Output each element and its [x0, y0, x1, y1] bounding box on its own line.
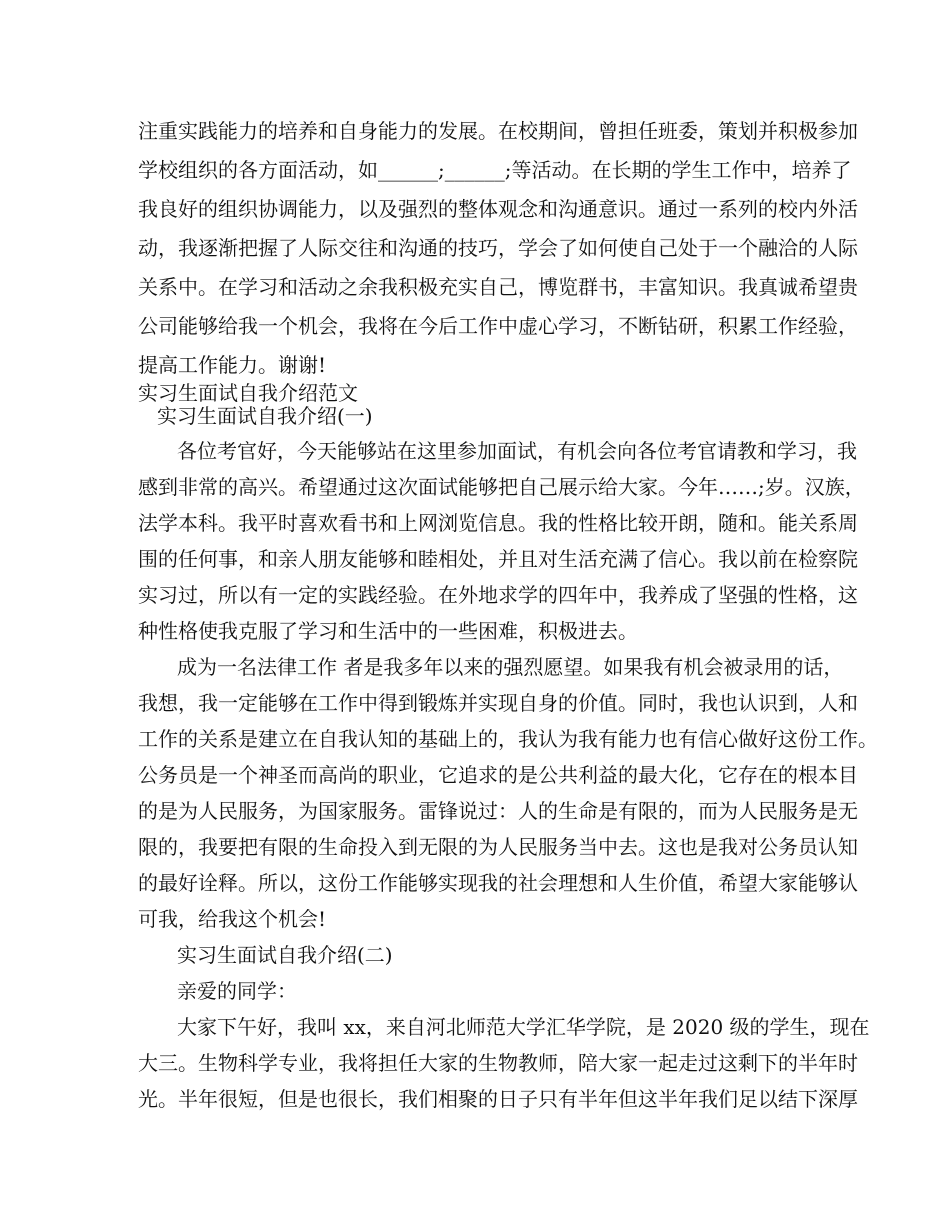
paragraph-line: 我良好的组织协调能力，以及强烈的整体观念和沟通意识。通过一系列的校内外活 [138, 197, 858, 221]
paragraph-line: 的最好诠释。所以，这份工作能够实现我的社会理想和人生价值，希望大家能够认 [138, 871, 858, 895]
paragraph-line: 实习过，所以有一定的实践经验。在外地求学的四年中，我养成了坚强的性格，这 [138, 583, 858, 607]
paragraph-line: 各位考官好，今天能够站在这里参加面试，有机会向各位考官请教和学习，我 [177, 439, 857, 463]
paragraph-line: 公司能够给我一个机会，我将在今后工作中虚心学习，不断钻研，积累工作经验， [138, 314, 858, 338]
paragraph-line: 的是为人民服务，为国家服务。雷锋说过：人的生命是有限的，而为人民服务是无 [138, 799, 858, 823]
paragraph-line: 动，我逐渐把握了人际交往和沟通的技巧，学会了如何使自己处于一个融洽的人际 [138, 236, 858, 260]
paragraph-line: 我想，我一定能够在工作中得到锻炼并实现自身的价值。同时，我也认识到，人和 [138, 691, 858, 715]
subsection-heading: 实习生面试自我介绍(二) [177, 943, 393, 967]
paragraph-line: 公务员是一个神圣而高尚的职业，它追求的是公共利益的最大化，它存在的根本目 [138, 763, 858, 787]
paragraph-line: 法学本科。我平时喜欢看书和上网浏览信息。我的性格比较开朗，随和。能关系周 [138, 511, 858, 535]
paragraph-line: 限的，我要把有限的生命投入到无限的为人民服务当中去。这也是我对公务员认知 [138, 835, 858, 859]
paragraph-line: 感到非常的高兴。希望通过这次面试能够把自己展示给大家。今年……;岁。汉族， [138, 475, 865, 499]
paragraph-line: 光。半年很短，但是也很长，我们相聚的日子只有半年但这半年我们足以结下深厚 [138, 1087, 858, 1111]
paragraph-line: 围的任何事，和亲人朋友能够和睦相处，并且对生活充满了信心。我以前在检察院 [138, 547, 858, 571]
paragraph-line: 大三。生物科学专业，我将担任大家的生物教师，陪大家一起走过这剩下的半年时 [138, 1051, 858, 1075]
paragraph-line: 关系中。在学习和活动之余我积极充实自己，博览群书，丰富知识。我真诚希望贵 [138, 275, 858, 299]
paragraph-line: 工作的关系是建立在自我认知的基础上的，我认为我有能力也有信心做好这份工作。 [138, 727, 878, 751]
paragraph-line: 学校组织的各方面活动，如______;______;等活动。在长期的学生工作中，培养了 [138, 158, 852, 182]
paragraph-line: 提高工作能力。谢谢! [138, 353, 327, 377]
paragraph-line: 成为一名法律工作 者是我多年以来的强烈愿望。如果我有机会被录用的话， [177, 655, 844, 679]
section-heading: 实习生面试自我介绍范文 [138, 381, 358, 405]
paragraph-line: 大家下午好，我叫 xx，来自河北师范大学汇华学院，是 2020 级的学生，现在 [177, 1015, 870, 1039]
subsection-heading: 实习生面试自我介绍(一) [157, 404, 373, 428]
salutation-line: 亲爱的同学： [177, 979, 297, 1003]
paragraph-line: 注重实践能力的培养和自身能力的发展。在校期间，曾担任班委，策划并积极参加 [138, 119, 858, 143]
paragraph-line: 种性格使我克服了学习和生活中的一些困难，积极进去。 [138, 619, 638, 643]
paragraph-line: 可我，给我这个机会! [138, 907, 327, 931]
